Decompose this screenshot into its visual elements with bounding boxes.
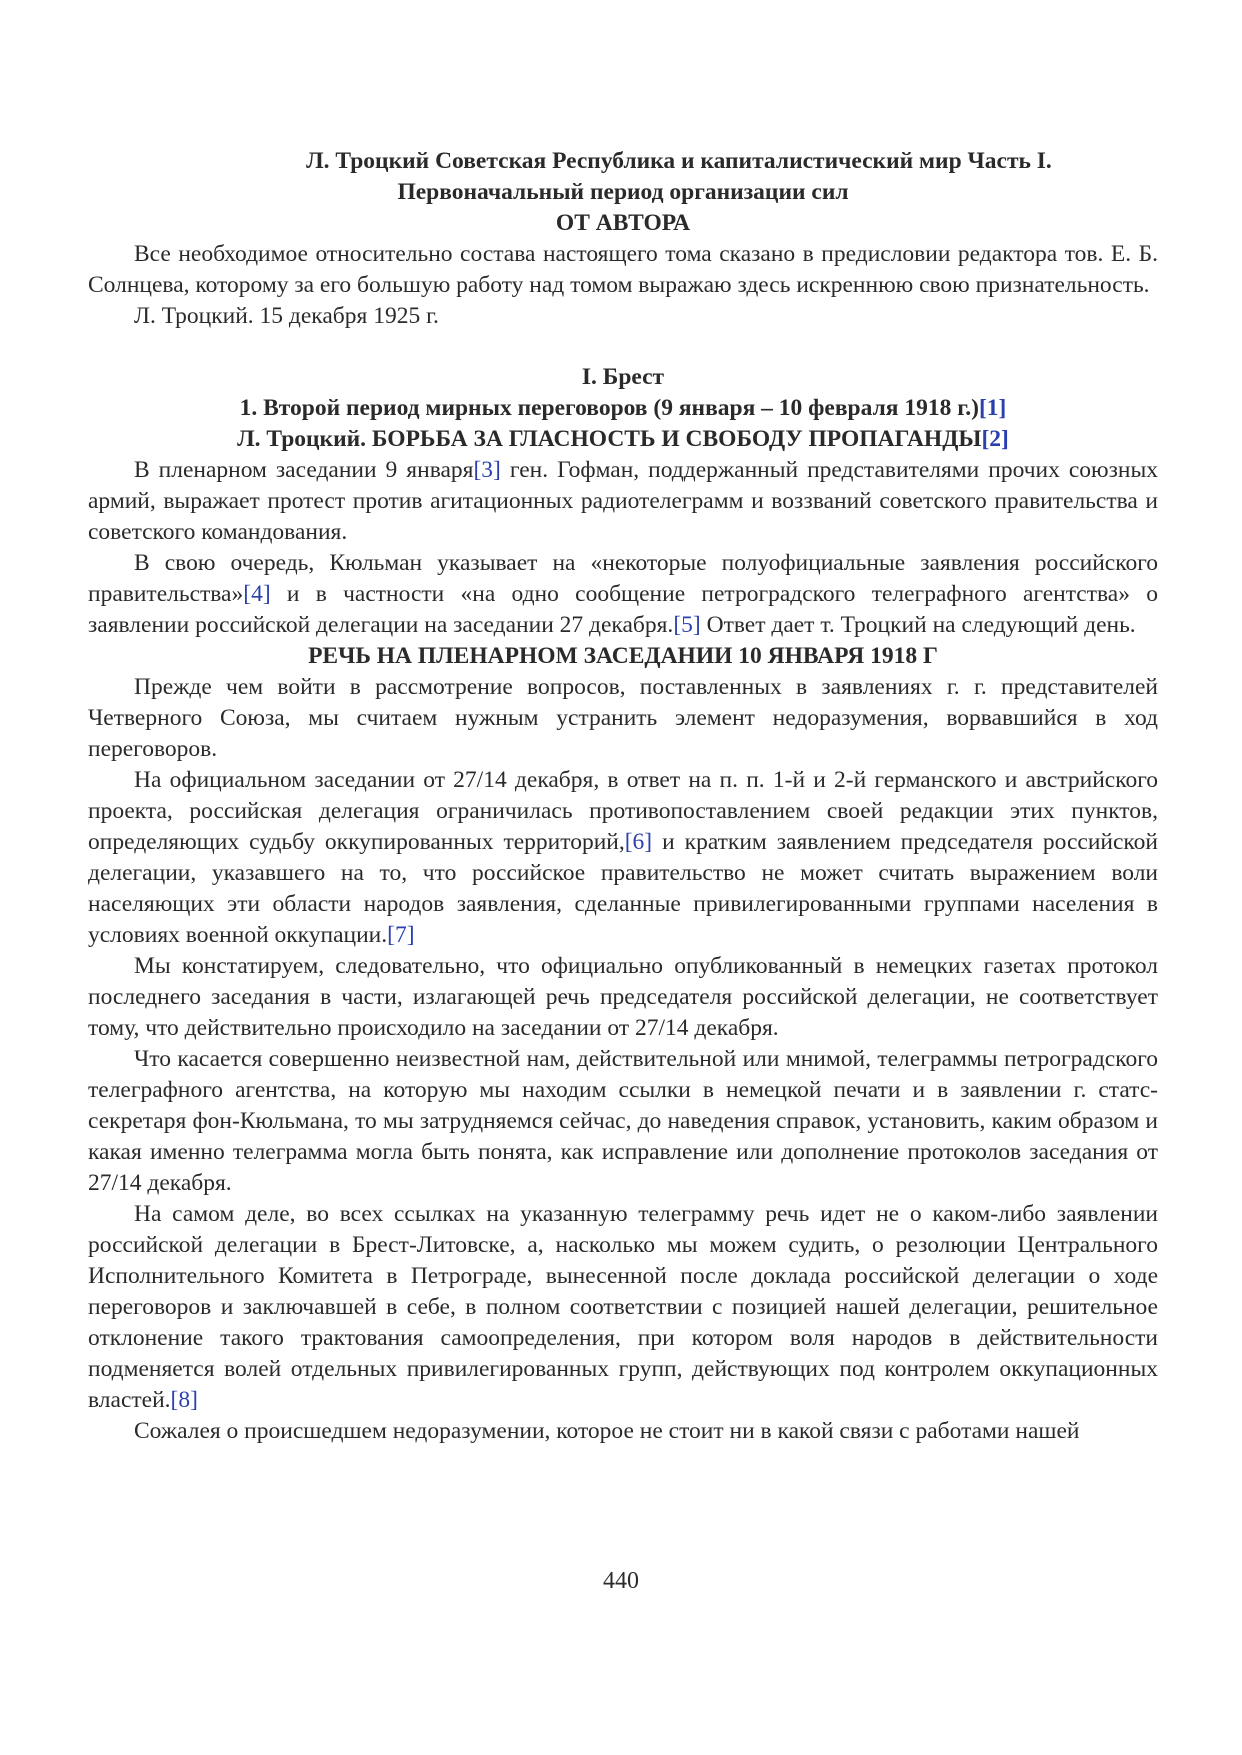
speech-p2-text-a: На официальном заседании от 27/14 декабря, в ответ на п. п. 1-й и 2-й германского и австрийского проекта, российская делегация ограничилась противопоставлением своей редакции этих пунктов, определяющих судьбу оккупированных территорий, bbox=[88, 767, 1158, 855]
article-heading-text: Л. Троцкий. БОРЬБА ЗА ГЛАСНОСТЬ И СВОБОДУ ПРОПАГАНДЫ bbox=[237, 426, 982, 452]
footnote-ref-8[interactable]: [8] bbox=[170, 1387, 198, 1413]
intro-paragraph-1 bbox=[88, 455, 1158, 548]
footnote-ref-7[interactable]: [7] bbox=[387, 922, 415, 948]
speech-paragraph-4: Что касается совершенно неизвестной нам, действительной или мнимой, телеграммы петроградского телеграфного агентства, на которую мы находим ссылки в немецкой печати и в заявлении г. статс-секретаря фон-Кюльмана, то мы затрудняемся сейчас, до наведения справок, установить, каким образом и какая именно телеграмма могла быть понята, как исправление или дополнение протоколов заседания от 27/14 декабря. bbox=[88, 1046, 1158, 1196]
footnote-ref-4[interactable]: [4] bbox=[243, 581, 271, 607]
footnote-ref-1[interactable]: [1] bbox=[978, 395, 1007, 421]
author-preface-heading: ОТ АВТОРА bbox=[555, 210, 691, 236]
document-body bbox=[88, 146, 1158, 1447]
speech-p2-text-b: и кратким заявлением председателя российской делегации, указавшего на то, что российское правительство не может считать выражением воли населяющих эти области народов заявления, сделанные привилегированными группами населения в условиях военной оккупации. bbox=[88, 829, 1158, 948]
speech-paragraph-2 bbox=[88, 765, 1158, 951]
author-signature: Л. Троцкий. 15 декабря 1925 г. bbox=[134, 303, 439, 329]
section-spacer bbox=[88, 332, 1158, 362]
speech-p5-text: На самом деле, во всех ссылках на указанную телеграмму речь идет не о каком-либо заявлении российской делегации в Брест-Литовске, а, насколько мы можем судить, о резолюции Центрального Исполнительного Комитета в Петрограде, вынесенной после доклада российской делегации о ходе переговоров и заключавшей в себе, в полном соответствии с позицией нашей делегации, решительное отклонение такого трактования самоопределения, при котором воля народов в действительности подменяется волей отдельных привилегированных групп, действующих под контролем оккупационных властей. bbox=[88, 1201, 1158, 1413]
speech-paragraph-1: Прежде чем войти в рассмотрение вопросов, поставленных в заявлениях г. г. представителей Четверного Союза, мы считаем нужным устранить элемент недоразумения, ворвавшийся в ход переговоров. bbox=[88, 674, 1158, 762]
article-heading bbox=[88, 424, 1158, 455]
footnote-ref-6[interactable]: [6] bbox=[624, 829, 653, 855]
intro-p2-text-c: Ответ дает т. Троцкий на следующий день. bbox=[700, 612, 1136, 638]
footnote-ref-3[interactable]: [3] bbox=[473, 457, 501, 483]
intro-p2-text-b: и в частности «на одно сообщение петроградского телеграфного агентства» о заявлении российской делегации на заседании 27 декабря. bbox=[88, 581, 1158, 638]
footnote-ref-5[interactable]: [5] bbox=[673, 612, 701, 638]
footnote-ref-2[interactable]: [2] bbox=[981, 426, 1009, 452]
book-title-line-2: Первоначальный период организации сил bbox=[397, 179, 849, 205]
author-preface-paragraph: Все необходимое относительно состава настоящего тома сказано в предисловии редактора тов. Е. Б. Солнцева, которому за его большую работу над томом выражаю здесь искреннюю свою признательность. bbox=[88, 241, 1158, 298]
book-title-line-1: Л. Троцкий Советская Республика и капиталистический мир Часть I. bbox=[306, 148, 1052, 174]
intro-paragraph-2 bbox=[88, 548, 1158, 641]
intro-p2-text-a: В свою очередь, Кюльман указывает на «некоторые полуофициальные заявления российского правительства» bbox=[88, 550, 1158, 607]
speech-paragraph-6: Сожалея о происшедшем недоразумении, которое не стоит ни в какой связи с работами нашей bbox=[134, 1418, 1080, 1444]
intro-p1-text-a: В пленарном заседании 9 января bbox=[134, 457, 474, 483]
page-number: 440 bbox=[603, 1568, 639, 1594]
section-title: I. Брест bbox=[581, 364, 665, 390]
speech-heading: РЕЧЬ НА ПЛЕНАРНОМ ЗАСЕДАНИИ 10 ЯНВАРЯ 1918 Г bbox=[308, 643, 938, 669]
speech-paragraph-5 bbox=[88, 1199, 1158, 1416]
intro-p1-text-b: ген. Гофман, поддержанный представителями прочих союзных армий, выражает протест против агитационных радиотелеграмм и воззваний советского правительства и советского командования. bbox=[88, 457, 1158, 545]
speech-paragraph-3: Мы констатируем, следовательно, что официально опубликованный в немецких газетах протокол последнего заседания в части, излагающей речь председателя российской делегации, не соответствует тому, что действительно происходило на заседании от 27/14 декабря. bbox=[88, 953, 1158, 1041]
section-subtitle-text: 1. Второй период мирных переговоров (9 января – 10 февраля 1918 г.) bbox=[239, 395, 979, 421]
section-subtitle bbox=[88, 393, 1158, 424]
